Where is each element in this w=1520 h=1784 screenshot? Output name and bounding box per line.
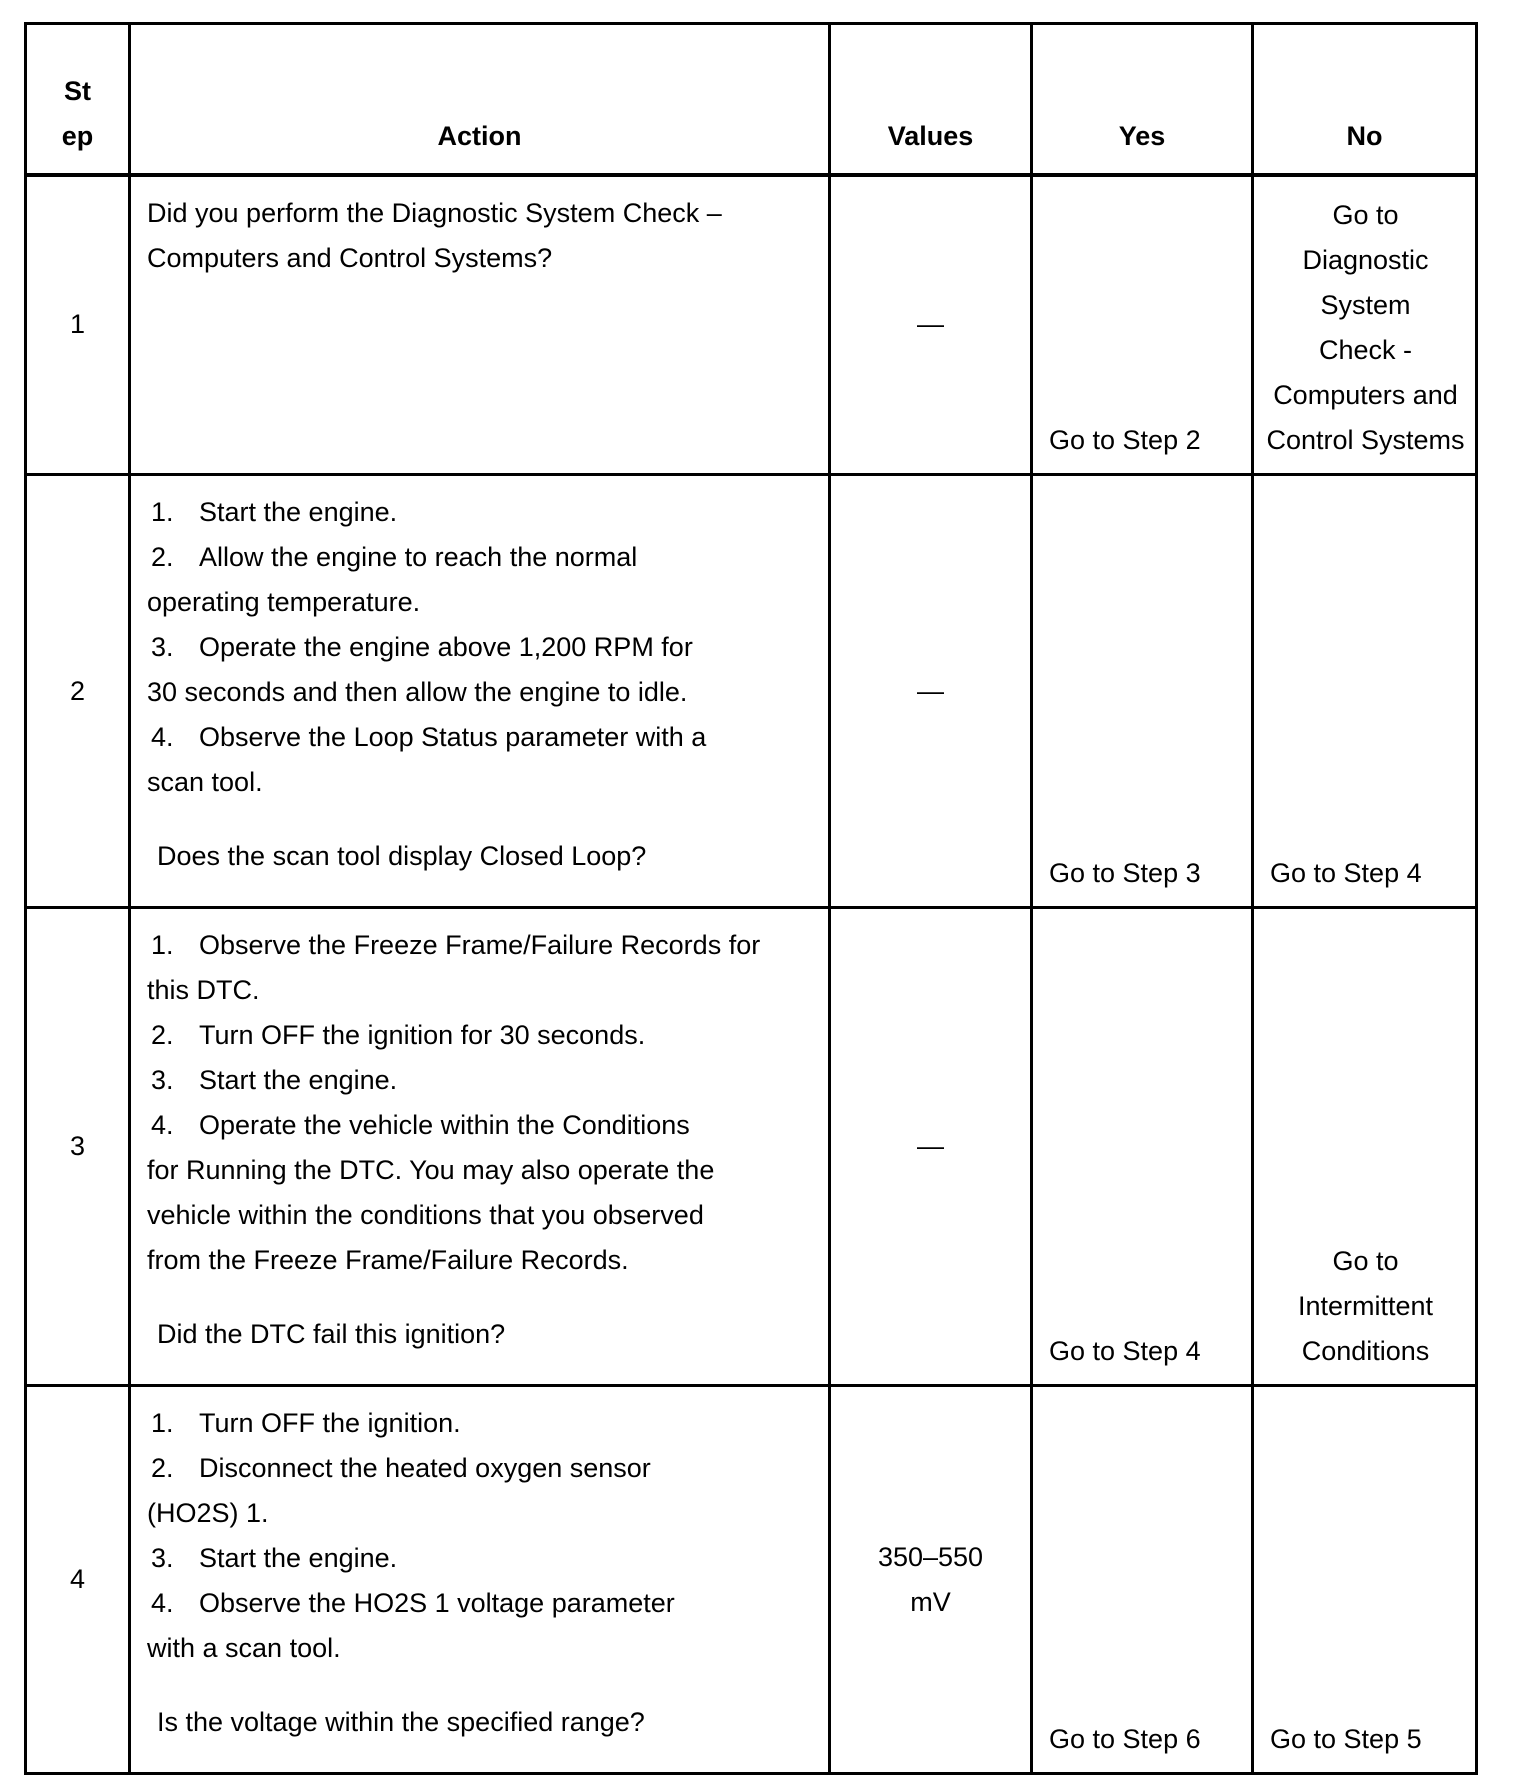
header-action: Action	[130, 24, 830, 175]
no-cell: Go to Diagnostic System Check - Computers and Control Systems	[1253, 175, 1477, 475]
header-row	[26, 24, 1477, 175]
no-cell: Go to Intermittent Conditions	[1253, 908, 1477, 1386]
table-row	[26, 475, 1477, 908]
table-row	[26, 175, 1477, 475]
header-no: No	[1253, 24, 1477, 175]
header-step: St ep	[26, 24, 130, 175]
action-cell: 1. Turn OFF the ignition. 2. Disconnect the heated oxygen sensor (HO2S) 1. 3. Start the engine. 4. Observe the HO2S 1 voltage parameter with a scan tool. Is the voltage within the specified range?	[130, 1386, 830, 1774]
diagnostic-table	[24, 22, 1478, 1775]
value-cell: —	[830, 475, 1032, 908]
no-cell: Go to Step 5	[1253, 1386, 1477, 1774]
step-number: 3	[26, 908, 130, 1386]
header-yes: Yes	[1032, 24, 1253, 175]
table-row	[26, 1386, 1477, 1774]
action-cell: Did you perform the Diagnostic System Check – Computers and Control Systems?	[130, 175, 830, 475]
question-text: Did the DTC fail this ignition?	[157, 1319, 506, 1349]
action-cell: 1. Observe the Freeze Frame/Failure Records for this DTC. 2. Turn OFF the ignition for 30 seconds. 3. Start the engine. 4. Operate the vehicle within the Conditions for Running the DTC. You may also operate the vehicle within the conditions that you observed from the Freeze Frame/Failure Records. Did the DTC fail this ignition?	[130, 908, 830, 1386]
no-cell: Go to Step 4	[1253, 475, 1477, 908]
yes-cell: Go to Step 6	[1032, 1386, 1253, 1774]
value-cell: —	[830, 175, 1032, 475]
yes-cell: Go to Step 2	[1032, 175, 1253, 475]
value-cell: —	[830, 908, 1032, 1386]
step-number: 1	[26, 175, 130, 475]
yes-cell: Go to Step 3	[1032, 475, 1253, 908]
question-text: Does the scan tool display Closed Loop?	[157, 841, 647, 871]
value-cell: 350–550 mV	[830, 1386, 1032, 1774]
yes-cell: Go to Step 4	[1032, 908, 1253, 1386]
step-number: 2	[26, 475, 130, 908]
header-values: Values	[830, 24, 1032, 175]
step-number: 4	[26, 1386, 130, 1774]
table-row	[26, 908, 1477, 1386]
question-text: Is the voltage within the specified range?	[157, 1707, 645, 1737]
action-cell: 1. Start the engine. 2. Allow the engine to reach the normal operating temperature. 3. Operate the engine above 1,200 RPM for 30 seconds and then allow the engine to idle. 4. Observe the Loop Status parameter with a scan tool. Does the scan tool display Closed Loop?	[130, 475, 830, 908]
